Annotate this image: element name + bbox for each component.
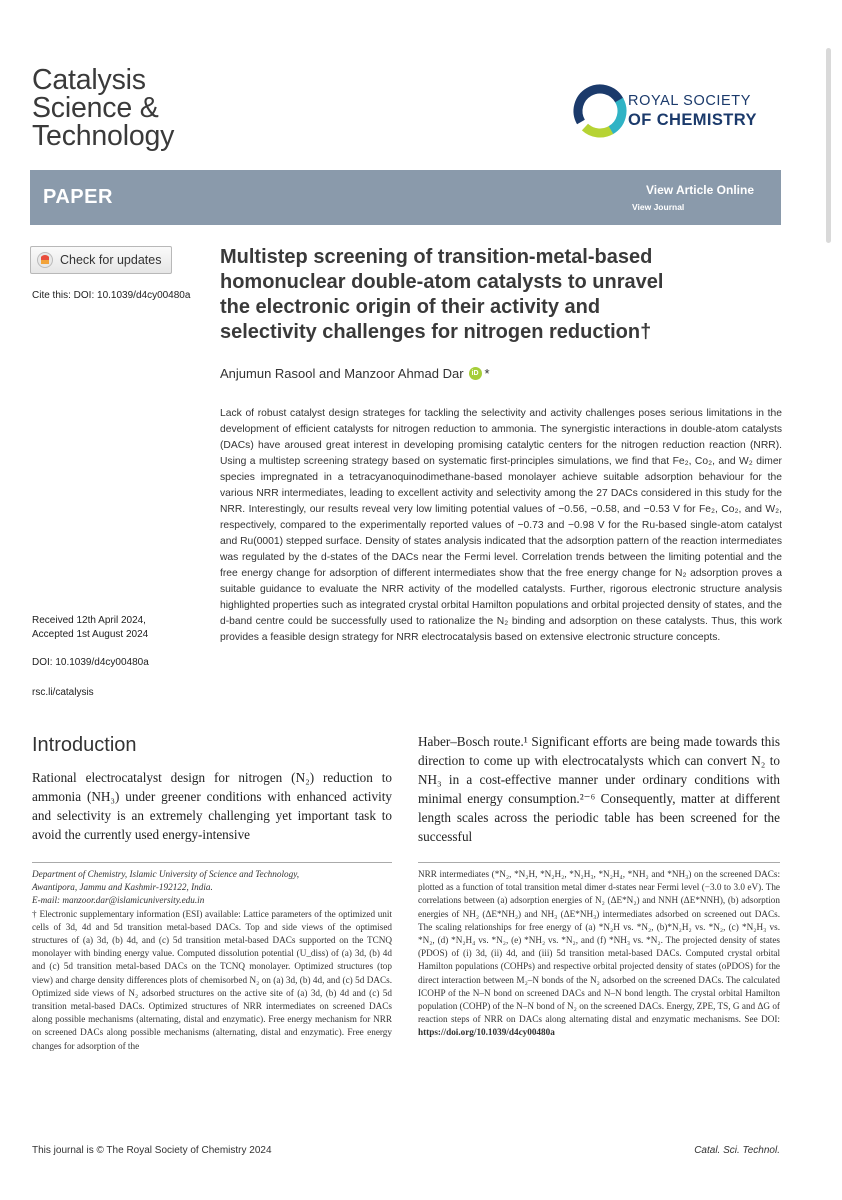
footnote-divider: [32, 862, 392, 863]
check-for-updates-button[interactable]: [30, 246, 172, 274]
article-title-line: homonuclear double-atom catalysts to unravel: [220, 271, 664, 293]
article-type-label: PAPER: [43, 186, 113, 208]
cite-this: Cite this: DOI: 10.1039/d4cy00480a: [32, 290, 191, 301]
publisher-line1: ROYAL SOCIETY: [628, 93, 752, 109]
abstract: [220, 406, 782, 646]
author-email[interactable]: E-mail: manzoor.dar@islamicuniversity.edu.in: [32, 895, 205, 906]
check-updates-label: Check for updates: [60, 253, 162, 267]
journal-title-line: Science &: [32, 92, 159, 124]
esi-footnote: † Electronic supplementary information (ESI) available: Lattice parameters of the optimized unit cells of 3d, 4d and 5d transition metal-based DACs. Top and side views of the optimised structures of (a) 3d, (b) 4d, and (c) 5d transition metal-based DACs supported on the TCNQ monolayer with binding energy value. Computed dissolution potential (U_diss) of (a) 3d, (b) 4d and (c) 5d transition metal-based DACs on the TCNQ monolayer. Optimized structures (top view) and charge density differences plots of chemisorbed N₂ on (a) 3d, (b) 4d, and (c) 5d DACs. Optimized side views of N₂ adsorbed structures on the active site of (a) 3d, (b) 4d and (c) 5d transition metal-based DACs. Optimized structures of NRR intermediates on screened DACs along possible mechanisms (alternating, distal and enzymatic). Free energy mechanism for NRR on screened DACs along possible mechanisms (alternating, distal and enzymatic). Free energy changes for adsorption of the: [32, 908, 392, 1051]
corresponding-author-mark: *: [484, 366, 490, 381]
view-article-online-link[interactable]: View Article Online: [645, 183, 754, 197]
authors-text: Anjumun Rasool and Manzoor Ahmad Dar: [220, 366, 464, 381]
doi-label: DOI: 10.1039/d4cy00480a: [32, 657, 149, 668]
footnotes-left: [32, 868, 392, 1053]
publisher-line2: OF CHEMISTRY: [628, 111, 757, 129]
footnote-divider: [418, 862, 780, 863]
journal-link[interactable]: rsc.li/catalysis: [32, 687, 94, 698]
paper-banner: [30, 170, 781, 225]
article-title-line: the electronic origin of their activity and: [220, 296, 601, 318]
introduction-paragraph: Haber–Bosch route.¹ Significant efforts are being made towards this direction to come up with electrocatalysts which can convert N₂ to NH₃ in a cost-effective manner under ordinary conditions with minimal energy consumption.²⁻⁶ Consequently, matter at different length scales across the periodic table has been screened for the successful: [418, 734, 780, 844]
journal-title-line: Technology: [32, 120, 175, 152]
introduction-paragraph: Rational electrocatalyst design for nitrogen (N₂) reduction to ammonia (NH₃) under greener conditions with enhanced activity and selectivity is an extremely challenging yet important task to avoid the currently used energy-intensive: [32, 770, 392, 842]
orcid-icon[interactable]: iD: [469, 367, 482, 380]
received-accepted-dates: [32, 614, 148, 642]
copyright-footer: This journal is © The Royal Society of Chemistry 2024: [32, 1145, 272, 1156]
article-title: [220, 245, 790, 345]
article-title-line: selectivity challenges for nitrogen reduction†: [220, 321, 652, 343]
publisher-name: [628, 92, 757, 130]
accepted-date: Accepted 1st August 2024: [32, 629, 149, 640]
journal-title-line: Catalysis: [32, 64, 146, 96]
received-date: Received 12th April 2024,: [32, 615, 146, 626]
affiliation-line: Department of Chemistry, Islamic University of Science and Technology,: [32, 869, 300, 879]
author-list: [220, 366, 490, 381]
section-heading-introduction: Introduction: [32, 734, 137, 756]
view-journal-link[interactable]: View Journal: [632, 202, 685, 212]
abstract-text: Lack of robust catalyst design strateges for tackling the selectivity and activity challenges poses serious limitations in the development of efficient catalysts for nitrogen reduction to ammonia. The synergistic interactions in double-atom catalysts (DACs) have aroused great interest in developing promising catalytic centers for the nitrogen reduction reaction (NRR). Using a multistep screening strategy based on systematic first-principles simulations, we find that Fe₂, Co₂, and W₂ dimer species impregnated in a tetracyanoquinodimethane-based monolayer achieve suitable adsorption behaviour for the various NRR intermediates, leading to excellent activity and selectivity among the 27 DACs considered in this study for the NRR. Interestingly, our results reveal very low limiting potential values of −0.56, −0.58, and −0.53 V for Fe₂, Co₂, and W₂, respectively, compared to the experimentally reported values of −0.73 and −0.98 V for the Ru-based single-atom catalyst and Ru(0001) stepped surface. Density of states analysis indicated that the adsorption pattern of the reaction intermediates was regulated by the d-states of the DACs near the Fermi level. Correlation trends between the limiting potential and the free energy change for adsorption of different intermediates show that the free energy change for N₂ adsorption proves a suitable guidance to evaluate the NRR activity of the modelled catalysts. Further, rigorous electronic structure analysis highlighted properties such as integrated crystal orbital Hamilton populations and orbital projected density of states, and the d-band centre could be successfully used to rationalize the N₂ binding and adsorption on these catalysts. Thus, this work provides a feasible design strategy for NRR electrocatalysis based on extensive electronic structure concepts.: [220, 408, 782, 643]
journal-title: [32, 66, 174, 150]
introduction-right-column: [418, 732, 780, 846]
journal-abbrev-footer: Catal. Sci. Technol.: [694, 1145, 780, 1156]
introduction-left-column: [32, 768, 392, 844]
scrollbar[interactable]: [826, 48, 831, 243]
esi-doi-link[interactable]: https://doi.org/10.1039/d4cy00480a: [418, 1027, 555, 1038]
affiliation-line: Awantipora, Jammu and Kashmir-192122, India.: [32, 882, 213, 893]
article-title-line: Multistep screening of transition-metal-based: [220, 246, 653, 268]
esi-footnote-continued: NRR intermediates (*N₂, *N₂H, *N₂H₂, *N₂H₃, *N₂H₄, *NH₂ and *NH₃) on the screened DACs: plotted as a function of total transition metal dimer d-states near Fermi level (−3.0 to 3.0 eV). The correlations between (a) adsorption energies of N₂ (ΔE*N₂) and NNH (ΔE*NNH), (b) adsorption energies of NH₂ (ΔE*NH₂) and NH₃ (ΔE*NH₃) intermediates adsorbed on screened out DACs. The scaling relationships for free energy of (a) *N₂H vs. *N₂, (b)*N₂H₂ vs. *N₂, (c) *N₂H₃ vs. *N₂, (d) *N₂H₄ vs. *N₂, (e) *NH₂ vs. *N₂, and (f) *NH₃ vs. *N₂. The projected density of states (PDOS) of (i) 3d, (ii) 4d, and (iii) 5d transition metal-based DACs. Computed crystal orbital Hamilton populations (COHPs) and respective orbital projected density of states (oPDOS) for the direct interaction between M₂–N bonds of the N₂ adsorbed on the screened DACs. The calculated ICOHP of the N–N bond on screened DACs and N–N bond length. The crystal orbital Hamilton population (COHP) of the N–N bond of N₂ on the screened DACs. Energy, ZPE, TS, G and ΔG of reaction steps of NRR on DACs along alternating distal and enzymatic mechanisms. See DOI:: [418, 869, 780, 1025]
check-updates-icon: [36, 251, 54, 269]
footnotes-right: [418, 868, 780, 1040]
